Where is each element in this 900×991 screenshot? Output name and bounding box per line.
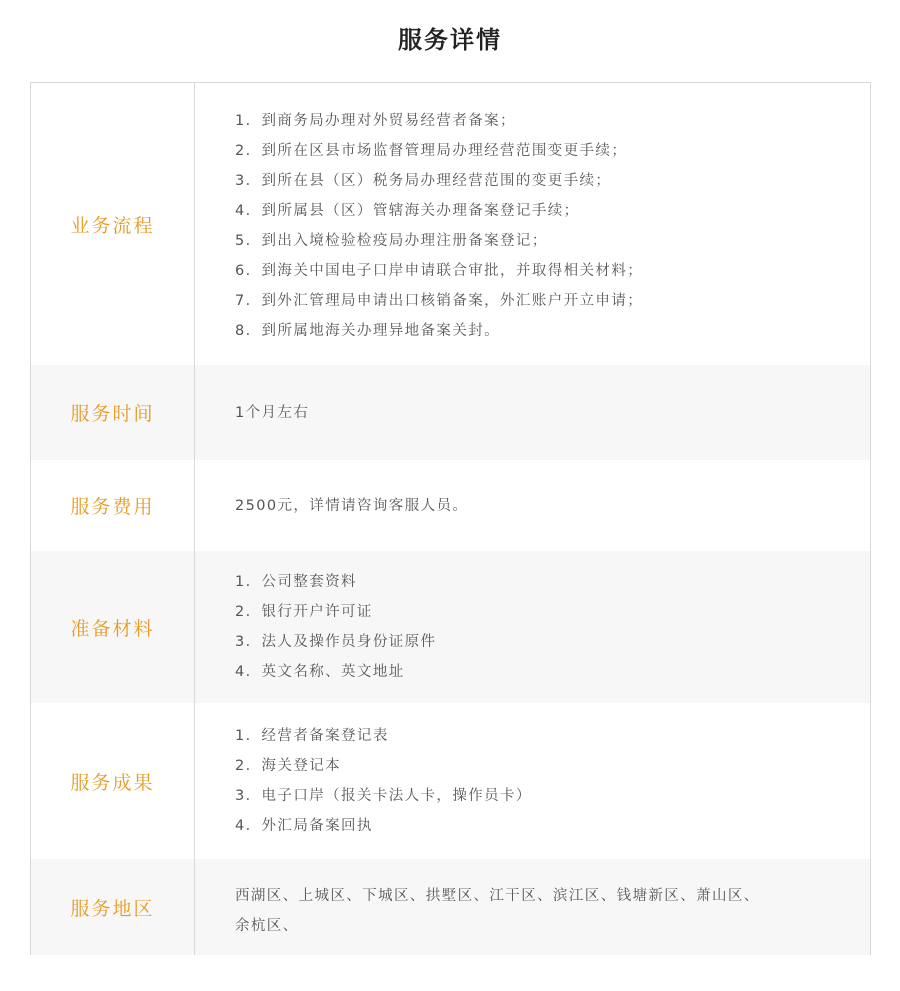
label-business-process: 业务流程 — [31, 83, 195, 365]
service-fee-value: 2500元，详情请咨询客服人员。 — [235, 497, 469, 514]
page-title: 服务详情 — [398, 26, 502, 54]
label-service-time: 服务时间 — [31, 365, 195, 460]
list-item: 5．到出入境检验检疫局办理注册备案登记； — [235, 233, 548, 249]
row-service-results — [31, 703, 870, 859]
list-item: 1．经营者备案登记表 — [235, 728, 389, 744]
content-business-process — [195, 83, 870, 365]
row-service-area — [31, 859, 870, 955]
list-item: 2．海关登记本 — [235, 758, 342, 774]
list-item: 4．英文名称、英文地址 — [235, 664, 405, 680]
list-item: 2．银行开户许可证 — [235, 604, 373, 620]
list-item: 3．法人及操作员身份证原件 — [235, 634, 437, 650]
label-required-materials: 准备材料 — [31, 551, 195, 703]
content-service-area — [195, 859, 870, 955]
label-service-fee: 服务费用 — [31, 460, 195, 551]
label-service-area: 服务地区 — [31, 859, 195, 955]
list-item: 3．到所在县（区）税务局办理经营范围的变更手续； — [235, 173, 612, 189]
list-item: 1．公司整套资料 — [235, 574, 357, 590]
row-business-process — [31, 83, 870, 365]
row-service-fee — [31, 460, 870, 551]
service-details-table — [30, 82, 871, 955]
content-service-results — [195, 703, 870, 859]
list-item: 4．到所属县（区）管辖海关办理备案登记手续； — [235, 203, 580, 219]
content-service-time — [195, 365, 870, 460]
row-required-materials — [31, 551, 870, 703]
list-item: 6．到海关中国电子口岸申请联合审批，并取得相关材料； — [235, 263, 644, 279]
list-item: 2．到所在区县市场监督管理局办理经营范围变更手续； — [235, 143, 628, 159]
list-item: 7．到外汇管理局申请出口核销备案，外汇账户开立申请； — [235, 293, 644, 309]
label-service-results: 服务成果 — [31, 703, 195, 859]
service-area-line: 西湖区、上城区、下城区、拱墅区、江干区、滨江区、钱塘新区、萧山区、 — [235, 888, 760, 904]
list-item: 8．到所属地海关办理异地备案关封。 — [235, 323, 501, 339]
service-time-value: 1个月左右 — [235, 404, 310, 421]
service-area-line: 余杭区、 — [235, 918, 299, 934]
list-item: 4．外汇局备案回执 — [235, 818, 373, 834]
list-item: 1．到商务局办理对外贸易经营者备案； — [235, 113, 516, 129]
row-service-time — [31, 365, 870, 460]
list-item: 3．电子口岸（报关卡法人卡，操作员卡） — [235, 788, 532, 804]
content-service-fee — [195, 460, 870, 551]
content-required-materials — [195, 551, 870, 703]
